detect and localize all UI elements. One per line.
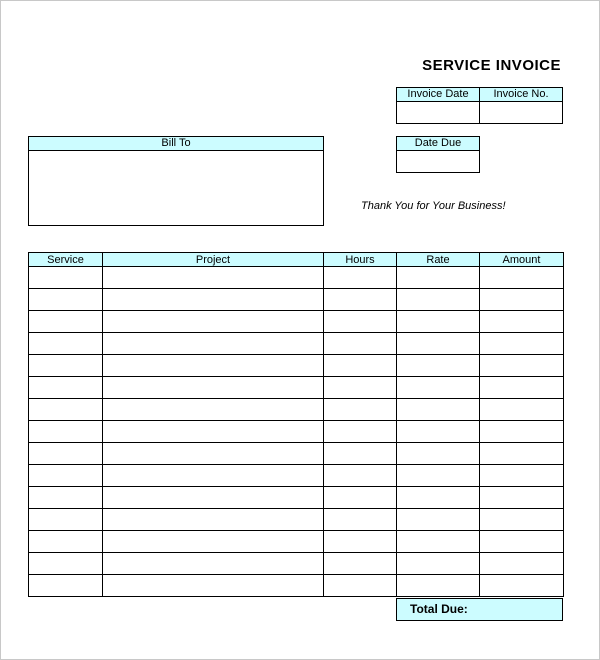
rate-cell[interactable] <box>397 531 480 553</box>
date-due-field[interactable] <box>397 151 479 172</box>
amount-cell[interactable] <box>480 311 564 333</box>
column-header-rate: Rate <box>397 253 480 267</box>
hours-cell[interactable] <box>324 311 397 333</box>
amount-cell[interactable] <box>480 531 564 553</box>
invoice-number-label: Invoice No. <box>480 88 562 102</box>
hours-cell[interactable] <box>324 465 397 487</box>
table-row <box>29 443 564 465</box>
service-cell[interactable] <box>29 575 103 597</box>
table-row <box>29 355 564 377</box>
project-cell[interactable] <box>103 289 324 311</box>
invoice-date-column <box>397 88 479 123</box>
column-header-hours: Hours <box>324 253 397 267</box>
table-row <box>29 487 564 509</box>
project-cell[interactable] <box>103 421 324 443</box>
project-cell[interactable] <box>103 553 324 575</box>
project-cell[interactable] <box>103 465 324 487</box>
invoice-number-column <box>479 88 562 123</box>
amount-cell[interactable] <box>480 333 564 355</box>
amount-cell[interactable] <box>480 553 564 575</box>
rate-cell[interactable] <box>397 421 480 443</box>
project-cell[interactable] <box>103 311 324 333</box>
service-cell[interactable] <box>29 443 103 465</box>
table-row <box>29 333 564 355</box>
project-cell[interactable] <box>103 399 324 421</box>
service-cell[interactable] <box>29 487 103 509</box>
project-cell[interactable] <box>103 487 324 509</box>
rate-cell[interactable] <box>397 399 480 421</box>
table-row <box>29 289 564 311</box>
hours-cell[interactable] <box>324 421 397 443</box>
service-cell[interactable] <box>29 399 103 421</box>
table-header-row <box>29 253 564 267</box>
project-cell[interactable] <box>103 355 324 377</box>
amount-cell[interactable] <box>480 267 564 289</box>
project-cell[interactable] <box>103 377 324 399</box>
rate-cell[interactable] <box>397 267 480 289</box>
amount-cell[interactable] <box>480 399 564 421</box>
thank-you-message: Thank You for Your Business! <box>361 200 506 212</box>
rate-cell[interactable] <box>397 311 480 333</box>
table-row <box>29 531 564 553</box>
table-row <box>29 465 564 487</box>
amount-cell[interactable] <box>480 443 564 465</box>
hours-cell[interactable] <box>324 443 397 465</box>
hours-cell[interactable] <box>324 487 397 509</box>
service-cell[interactable] <box>29 333 103 355</box>
service-cell[interactable] <box>29 267 103 289</box>
amount-cell[interactable] <box>480 421 564 443</box>
invoice-date-field[interactable] <box>397 102 479 123</box>
hours-cell[interactable] <box>324 267 397 289</box>
amount-cell[interactable] <box>480 289 564 311</box>
rate-cell[interactable] <box>397 355 480 377</box>
table-row <box>29 267 564 289</box>
hours-cell[interactable] <box>324 553 397 575</box>
table-row <box>29 399 564 421</box>
invoice-info-box <box>396 87 563 124</box>
service-cell[interactable] <box>29 465 103 487</box>
rate-cell[interactable] <box>397 575 480 597</box>
rate-cell[interactable] <box>397 487 480 509</box>
table-row <box>29 509 564 531</box>
service-cell[interactable] <box>29 509 103 531</box>
invoice-number-field[interactable] <box>480 102 562 123</box>
amount-cell[interactable] <box>480 377 564 399</box>
rate-cell[interactable] <box>397 553 480 575</box>
bill-to-label: Bill To <box>29 137 323 151</box>
rate-cell[interactable] <box>397 465 480 487</box>
bill-to-box <box>28 136 324 226</box>
project-cell[interactable] <box>103 267 324 289</box>
line-items-body <box>29 267 564 597</box>
service-cell[interactable] <box>29 421 103 443</box>
project-cell[interactable] <box>103 575 324 597</box>
project-cell[interactable] <box>103 531 324 553</box>
amount-cell[interactable] <box>480 509 564 531</box>
rate-cell[interactable] <box>397 509 480 531</box>
amount-cell[interactable] <box>480 355 564 377</box>
total-due-label: Total Due: <box>410 602 468 616</box>
table-row <box>29 377 564 399</box>
service-cell[interactable] <box>29 531 103 553</box>
hours-cell[interactable] <box>324 355 397 377</box>
column-header-service: Service <box>29 253 103 267</box>
hours-cell[interactable] <box>324 575 397 597</box>
project-cell[interactable] <box>103 333 324 355</box>
invoice-date-label: Invoice Date <box>397 88 479 102</box>
bill-to-field[interactable] <box>29 151 323 225</box>
hours-cell[interactable] <box>324 289 397 311</box>
hours-cell[interactable] <box>324 531 397 553</box>
line-items-table <box>28 252 564 597</box>
table-row <box>29 553 564 575</box>
total-due-box <box>396 598 563 621</box>
table-row <box>29 421 564 443</box>
service-cell[interactable] <box>29 377 103 399</box>
service-cell[interactable] <box>29 289 103 311</box>
amount-cell[interactable] <box>480 465 564 487</box>
service-cell[interactable] <box>29 355 103 377</box>
date-due-box <box>396 136 480 173</box>
table-row <box>29 311 564 333</box>
rate-cell[interactable] <box>397 289 480 311</box>
amount-cell[interactable] <box>480 487 564 509</box>
rate-cell[interactable] <box>397 377 480 399</box>
column-header-project: Project <box>103 253 324 267</box>
rate-cell[interactable] <box>397 333 480 355</box>
amount-cell[interactable] <box>480 575 564 597</box>
project-cell[interactable] <box>103 443 324 465</box>
rate-cell[interactable] <box>397 443 480 465</box>
column-header-amount: Amount <box>480 253 564 267</box>
project-cell[interactable] <box>103 509 324 531</box>
hours-cell[interactable] <box>324 377 397 399</box>
date-due-label: Date Due <box>397 137 479 151</box>
hours-cell[interactable] <box>324 509 397 531</box>
hours-cell[interactable] <box>324 399 397 421</box>
service-cell[interactable] <box>29 553 103 575</box>
service-cell[interactable] <box>29 311 103 333</box>
hours-cell[interactable] <box>324 333 397 355</box>
table-row <box>29 575 564 597</box>
invoice-title: SERVICE INVOICE <box>422 57 561 74</box>
